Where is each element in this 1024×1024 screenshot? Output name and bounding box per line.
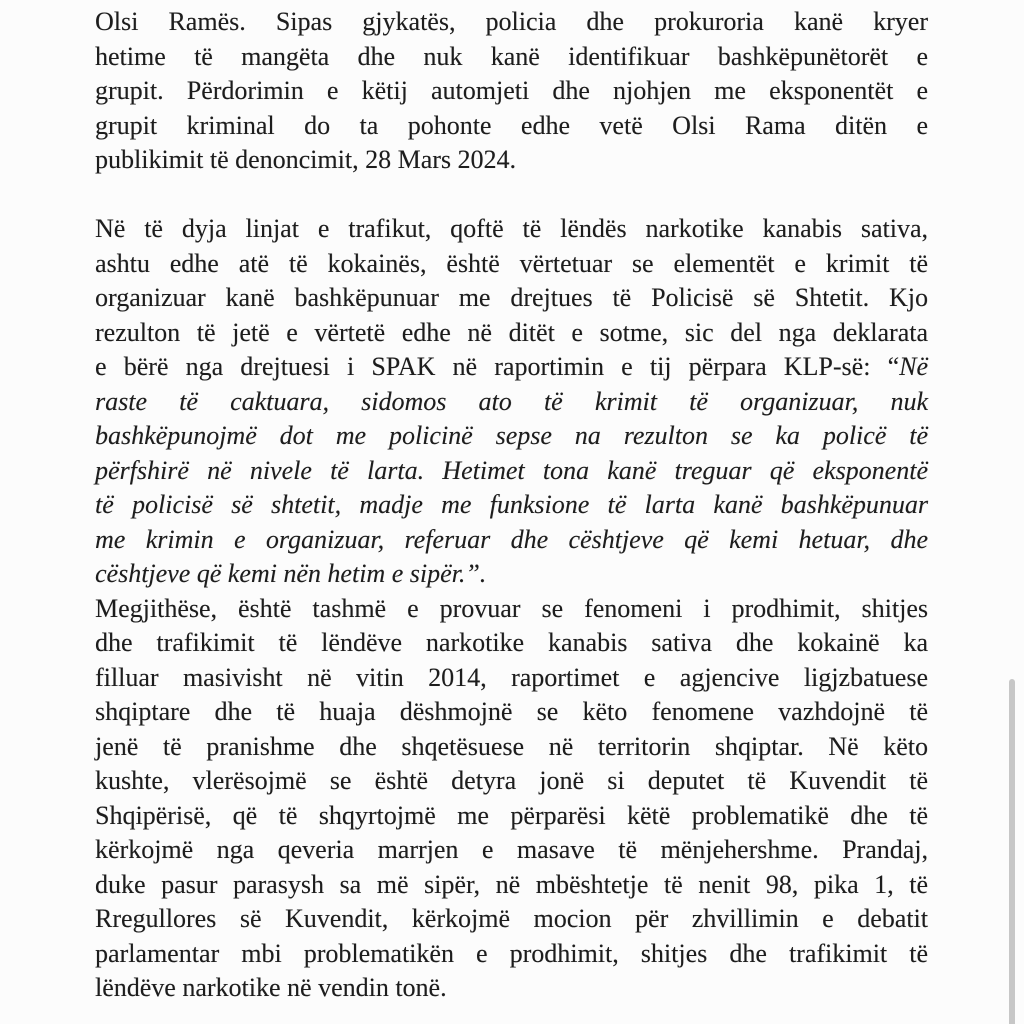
quote-italic-run: me krimin e organizuar, referuar dhe cështjeve që kemi hetuar, dhe <box>95 524 928 554</box>
text-line <box>95 937 928 972</box>
text-line <box>95 971 928 1006</box>
quote-italic-run: Në <box>899 352 928 381</box>
text-run: dhe trafikimit të lëndëve narkotike kanabis sativa dhe kokainë ka <box>95 628 928 657</box>
quote-italic-run: përfshirë në nivele të larta. Hetimet tona kanë treguar që eksponentë <box>95 455 928 485</box>
text-run: grupit kriminal do ta pohonte edhe vetë Olsi Rama ditën e <box>95 110 928 140</box>
text-line <box>95 488 928 523</box>
text-run: Në të dyja linjat e trafikut, qoftë të lëndës narkotike kanabis sativa, <box>95 214 928 243</box>
text-line <box>95 592 928 627</box>
text-line <box>95 40 928 75</box>
text-line <box>95 695 928 730</box>
paragraph-3 <box>95 592 928 1006</box>
text-line <box>95 281 928 316</box>
text-line <box>95 247 928 282</box>
text-line <box>95 902 928 937</box>
text-run: rezulton të jetë e vërtetë edhe në ditët e sotme, sic del nga deklarata <box>95 317 928 347</box>
text-line <box>95 764 928 799</box>
text-line <box>95 799 928 834</box>
text-line <box>95 661 928 696</box>
text-line <box>95 523 928 558</box>
text-run: Shqipërisë, që të shqyrtojmë me përparësi këtë problematikë dhe të <box>95 800 928 830</box>
text-run: grupit. Përdorimin e këtij automjeti dhe njohjen me eksponentët e <box>95 76 928 105</box>
text-line <box>95 730 928 765</box>
text-line <box>95 626 928 661</box>
text-line <box>95 5 928 40</box>
quote-italic-run: bashkëpunojmë dot me policinë sepse na rezulton se ka policë të <box>95 421 928 450</box>
quote-italic-run: raste të caktuara, sidomos ato të krimit të organizuar, nuk <box>95 386 928 416</box>
text-run: Olsi Ramës. Sipas gjykatës, policia dhe prokuroria kanë kryer <box>95 7 928 36</box>
text-line <box>95 385 928 420</box>
text-run: kërkojmë nga qeveria marrjen e masave të mënjehershme. Prandaj, <box>95 835 928 864</box>
text-line <box>95 316 928 351</box>
text-run: jenë të pranishme dhe shqetësuese në territorin shqiptar. Në këto <box>95 731 928 761</box>
text-line <box>95 109 928 144</box>
scrollbar-thumb[interactable] <box>1009 679 1015 1024</box>
text-run: shqiptare dhe të huaja dëshmojnë se këto fenomene vazhdojnë të <box>95 697 928 726</box>
text-run: hetime të mangëta dhe nuk kanë identifikuar bashkëpunëtorët e <box>95 41 928 71</box>
text-run: publikimit të denoncimit, 28 Mars 2024. <box>95 145 517 174</box>
text-line <box>95 868 928 903</box>
document-text <box>95 5 928 1006</box>
text-run: organizuar kanë bashkëpunuar me drejtues të Policisë së Shtetit. Kjo <box>95 283 928 312</box>
text-line <box>95 833 928 868</box>
text-line <box>95 143 928 178</box>
text-run: lëndëve narkotike në vendin tonë. <box>95 973 447 1002</box>
text-run: filluar masivisht në vitin 2014, raportimet e agjencive ligjzbatuese <box>95 662 928 692</box>
text-run: ashtu edhe atë të kokainës, është vërtetuar se elementët e krimit të <box>95 248 928 278</box>
paragraph-2 <box>95 212 928 592</box>
text-run: e bërë nga drejtuesi i SPAK në raportimin e tij përpara KLP-së: “ <box>95 352 900 381</box>
text-line <box>95 350 928 385</box>
text-line <box>95 454 928 489</box>
paragraph-1 <box>95 5 928 178</box>
quote-italic-run: të policisë së shtetit, madje me funksione të larta kanë bashkëpunuar <box>95 490 928 519</box>
text-line <box>95 419 928 454</box>
text-run: kushte, vlerësojmë se është detyra jonë si deputet të Kuvendit të <box>95 766 928 795</box>
text-run: Rregullores së Kuvendit, kërkojmë mocion për zhvillimin e debatit <box>95 904 928 933</box>
text-run: Megjithëse, është tashmë e provuar se fenomeni i prodhimit, shitjes <box>95 593 928 623</box>
text-run: duke pasur parasysh sa më sipër, në mbështetje të nenit 98, pika 1, të <box>95 869 928 899</box>
text-line <box>95 557 928 592</box>
quote-italic-run: cështjeve që kemi nën hetim e sipër.”. <box>95 559 487 588</box>
text-run: parlamentar mbi problematikën e prodhimit, shitjes dhe trafikimit të <box>95 938 928 968</box>
text-line <box>95 74 928 109</box>
text-line <box>95 212 928 247</box>
